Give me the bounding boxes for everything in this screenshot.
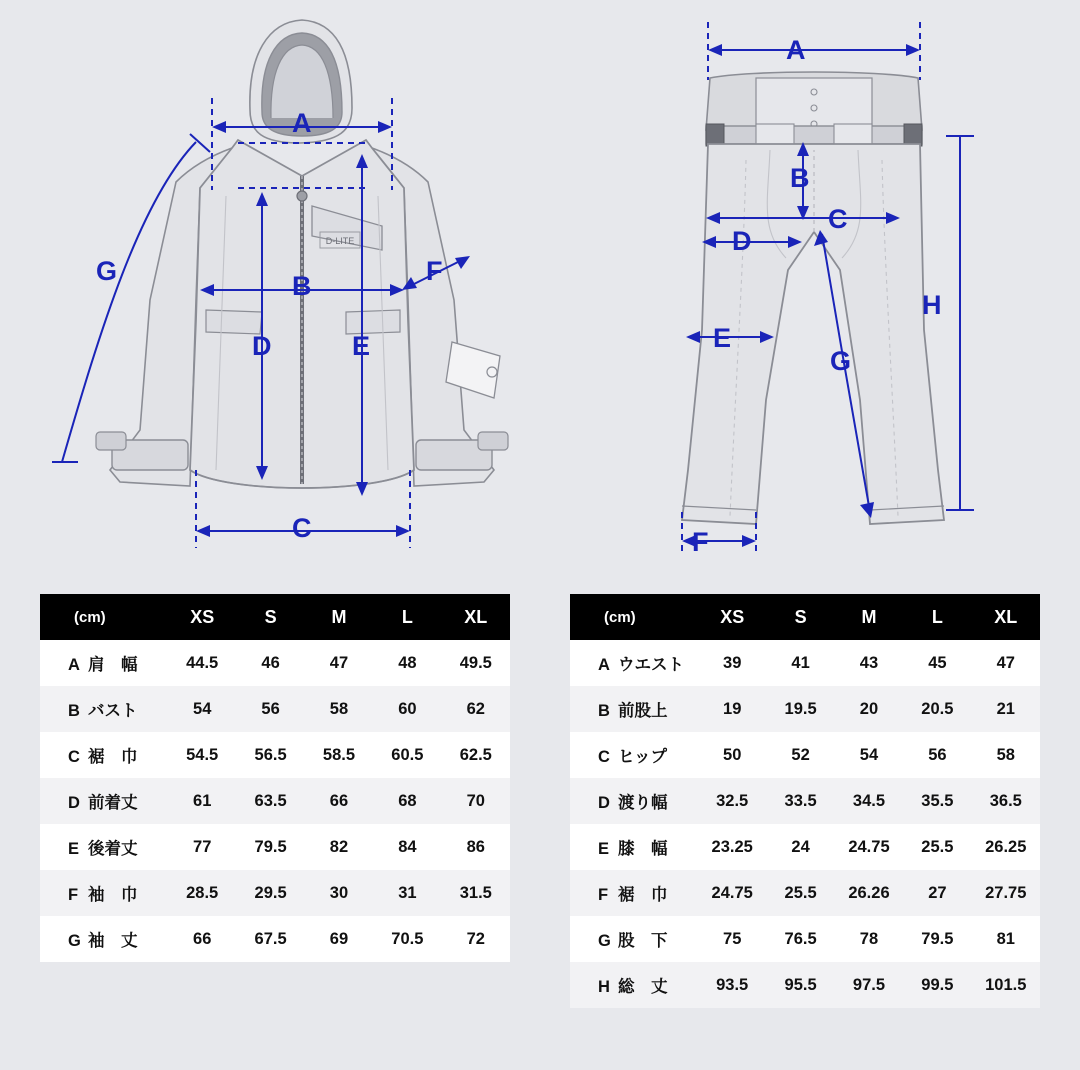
jacket-g-m: 69 [329, 929, 349, 948]
pants-label-A: A [786, 35, 806, 65]
pants-label-C: C [828, 204, 848, 234]
jacket-e-l: 84 [398, 837, 417, 856]
jacket-size-header-xs: XS [168, 594, 236, 640]
jacket-c-xl: 62.5 [459, 745, 492, 764]
table-row [570, 870, 1040, 916]
jacket-row-letter-g: G [68, 932, 81, 950]
jacket-row-label-d [40, 778, 168, 824]
pants-row-label-f [570, 870, 698, 916]
pants-e-m: 24.75 [848, 837, 890, 856]
jacket-size-header-m: M [305, 594, 373, 640]
pants-row-name-b: 前股上 [618, 702, 668, 720]
table-row [570, 686, 1040, 732]
jacket-row-name-g: 袖 丈 [88, 932, 138, 950]
pants-row-letter-f: F [598, 886, 609, 904]
pants-row-name-e: 膝 幅 [618, 840, 668, 858]
jacket-b-xs: 54 [193, 699, 212, 718]
jacket-row-label-f [40, 870, 168, 916]
pants-size-header-m: M [835, 594, 903, 640]
jacket-g-xs: 66 [193, 929, 212, 948]
jacket-g-s: 67.5 [254, 929, 287, 948]
pants-f-l: 27 [928, 883, 947, 902]
pants-f-m: 26.26 [848, 883, 890, 902]
pants-h-s: 95.5 [784, 975, 817, 994]
jacket-e-s: 79.5 [254, 837, 287, 856]
jacket-g-xl: 72 [466, 929, 485, 948]
jacket-c-l: 60.5 [391, 745, 424, 764]
pants-label-B: B [790, 163, 810, 193]
pants-row-name-a: ウエスト [618, 656, 684, 674]
jacket-c-m: 58.5 [322, 745, 356, 764]
jacket-d-xl: 70 [466, 791, 485, 810]
pants-a-xs: 39 [723, 653, 742, 672]
jacket-f-xs: 28.5 [186, 883, 219, 902]
jacket-a-m: 47 [329, 653, 349, 672]
pants-row-label-e [570, 824, 698, 870]
jacket-f-s: 29.5 [254, 883, 287, 902]
pants-label-F: F [692, 527, 709, 557]
jacket-table-header-row [40, 594, 510, 640]
pants-row-letter-g: G [598, 932, 611, 950]
pants-row-letter-h: H [598, 978, 610, 996]
pants-c-s: 52 [791, 745, 810, 764]
pants-h-l: 99.5 [921, 975, 954, 994]
pants-row-name-g: 股 下 [618, 932, 668, 950]
pants-row-name-c: ヒップ [618, 748, 668, 766]
pants-row-label-a [570, 640, 698, 686]
table-row [40, 640, 510, 686]
jacket-e-xl: 86 [466, 837, 485, 856]
table-row [40, 686, 510, 732]
pants-b-xs: 19 [723, 699, 742, 718]
pants-e-xl: 26.25 [985, 837, 1027, 856]
pants-label-H: H [922, 290, 942, 320]
table-row [40, 824, 510, 870]
pants-b-xl: 21 [996, 699, 1015, 718]
jacket-size-header-xl: XL [442, 594, 510, 640]
pants-label-D: D [732, 226, 752, 256]
table-row [570, 824, 1040, 870]
table-row [570, 916, 1040, 962]
jacket-c-xs: 54.5 [186, 745, 219, 764]
pants-g-s: 76.5 [784, 929, 817, 948]
brand-patch-text: D-LITE [325, 236, 355, 246]
pants-d-s: 33.5 [784, 791, 817, 810]
jacket-b-s: 56 [261, 699, 280, 718]
pants-row-label-c [570, 732, 698, 778]
pants-d-l: 35.5 [921, 791, 954, 810]
jacket-label-F: F [426, 256, 443, 286]
table-row [570, 732, 1040, 778]
jacket-row-letter-f: F [68, 886, 79, 904]
jacket-label-D: D [252, 331, 272, 361]
jacket-row-label-e [40, 824, 168, 870]
jacket-label-B: B [292, 271, 312, 301]
pants-row-letter-a: A [598, 656, 610, 674]
jacket-label-E: E [352, 331, 371, 361]
jacket-a-xl: 49.5 [459, 653, 492, 672]
pants-row-label-b [570, 686, 698, 732]
pants-e-s: 24 [791, 837, 810, 856]
jacket-row-name-b: バスト [88, 702, 138, 720]
jacket-row-letter-e: E [68, 840, 80, 858]
jacket-f-xl: 31.5 [459, 883, 492, 902]
pants-f-s: 25.5 [784, 883, 817, 902]
jacket-a-s: 46 [261, 653, 280, 672]
table-row [570, 962, 1040, 1008]
pants-row-name-f: 裾 巾 [618, 886, 668, 904]
jacket-f-m: 30 [329, 883, 349, 902]
pants-f-xl: 27.75 [985, 883, 1027, 902]
pants-label-E: E [713, 323, 732, 353]
jacket-label-A: A [292, 108, 312, 138]
table-row [40, 870, 510, 916]
table-row [40, 778, 510, 824]
jacket-row-letter-d: D [68, 794, 80, 812]
pants-a-xl: 47 [996, 653, 1015, 672]
jacket-row-letter-c: C [68, 748, 80, 766]
jacket-illustration [0, 0, 560, 580]
pants-size-header-s: S [766, 594, 834, 640]
pants-f-xs: 24.75 [711, 883, 753, 902]
pants-a-l: 45 [928, 653, 947, 672]
pants-h-m: 97.5 [852, 975, 886, 994]
pants-row-label-g [570, 916, 698, 962]
jacket-row-label-b [40, 686, 168, 732]
pants-size-header-xs: XS [698, 594, 766, 640]
pants-c-xs: 50 [723, 745, 742, 764]
pants-row-letter-d: D [598, 794, 610, 812]
jacket-d-xs: 61 [193, 791, 212, 810]
pants-a-s: 41 [791, 653, 810, 672]
pants-size-table [570, 594, 1040, 1008]
pants-size-header-xl: XL [972, 594, 1040, 640]
pants-row-letter-e: E [598, 840, 610, 858]
pants-row-label-d [570, 778, 698, 824]
pants-d-xl: 36.5 [989, 791, 1022, 810]
jacket-b-xl: 62 [466, 699, 485, 718]
table-row [570, 640, 1040, 686]
pants-e-l: 25.5 [921, 837, 954, 856]
jacket-b-m: 58 [329, 699, 349, 718]
pants-g-l: 79.5 [921, 929, 954, 948]
jacket-d-s: 63.5 [254, 791, 287, 810]
jacket-a-xs: 44.5 [186, 653, 219, 672]
jacket-row-name-c: 裾 巾 [88, 748, 138, 766]
jacket-row-letter-a: A [68, 656, 80, 674]
jacket-size-header-s: S [236, 594, 304, 640]
pants-row-name-d: 渡り幅 [618, 794, 668, 812]
jacket-f-l: 31 [398, 883, 417, 902]
pants-g-m: 78 [859, 929, 879, 948]
jacket-row-name-e: 後着丈 [88, 840, 138, 858]
pants-h-xs: 93.5 [716, 975, 749, 994]
pants-c-m: 54 [859, 745, 879, 764]
pants-g-xs: 75 [723, 929, 742, 948]
table-row [40, 732, 510, 778]
pants-g-xl: 81 [996, 929, 1015, 948]
pants-c-xl: 58 [996, 745, 1015, 764]
jacket-b-l: 60 [398, 699, 417, 718]
jacket-size-header-l: L [373, 594, 441, 640]
jacket-size-table [40, 594, 510, 962]
jacket-unit-header: (cm) [40, 594, 168, 640]
pants-b-m: 20 [859, 699, 879, 718]
jacket-a-l: 48 [398, 653, 417, 672]
pants-d-xs: 32.5 [716, 791, 749, 810]
jacket-label-G: G [96, 256, 118, 286]
table-row [570, 778, 1040, 824]
jacket-label-C: C [292, 513, 312, 543]
jacket-c-s: 56.5 [254, 745, 287, 764]
pants-size-header-l: L [903, 594, 971, 640]
jacket-row-label-a [40, 640, 168, 686]
table-row [40, 916, 510, 962]
pants-table-header-row [570, 594, 1040, 640]
pants-e-xs: 23.25 [711, 837, 753, 856]
jacket-row-label-c [40, 732, 168, 778]
pants-unit-header: (cm) [570, 594, 698, 640]
pants-d-m: 34.5 [852, 791, 886, 810]
pants-row-letter-c: C [598, 748, 610, 766]
jacket-e-xs: 77 [193, 837, 212, 856]
pants-c-l: 56 [928, 745, 947, 764]
jacket-row-name-d: 前着丈 [88, 794, 138, 812]
pants-a-m: 43 [859, 653, 879, 672]
jacket-row-name-a: 肩 幅 [88, 656, 138, 674]
pants-drawing [682, 22, 974, 556]
jacket-row-letter-b: B [68, 702, 80, 720]
jacket-d-m: 66 [329, 791, 349, 810]
pants-b-l: 20.5 [921, 699, 954, 718]
jacket-d-l: 68 [398, 791, 417, 810]
pants-illustration [560, 0, 1080, 580]
jacket-g-l: 70.5 [391, 929, 424, 948]
jacket-row-label-g [40, 916, 168, 962]
jacket-row-name-f: 袖 巾 [88, 886, 138, 904]
pants-row-name-h: 総 丈 [618, 978, 668, 996]
pants-h-xl: 101.5 [985, 975, 1027, 994]
pants-b-s: 19.5 [784, 699, 817, 718]
pants-label-G: G [830, 346, 852, 376]
pants-row-letter-b: B [598, 702, 610, 720]
jacket-e-m: 82 [329, 837, 349, 856]
pants-row-label-h [570, 962, 698, 1008]
